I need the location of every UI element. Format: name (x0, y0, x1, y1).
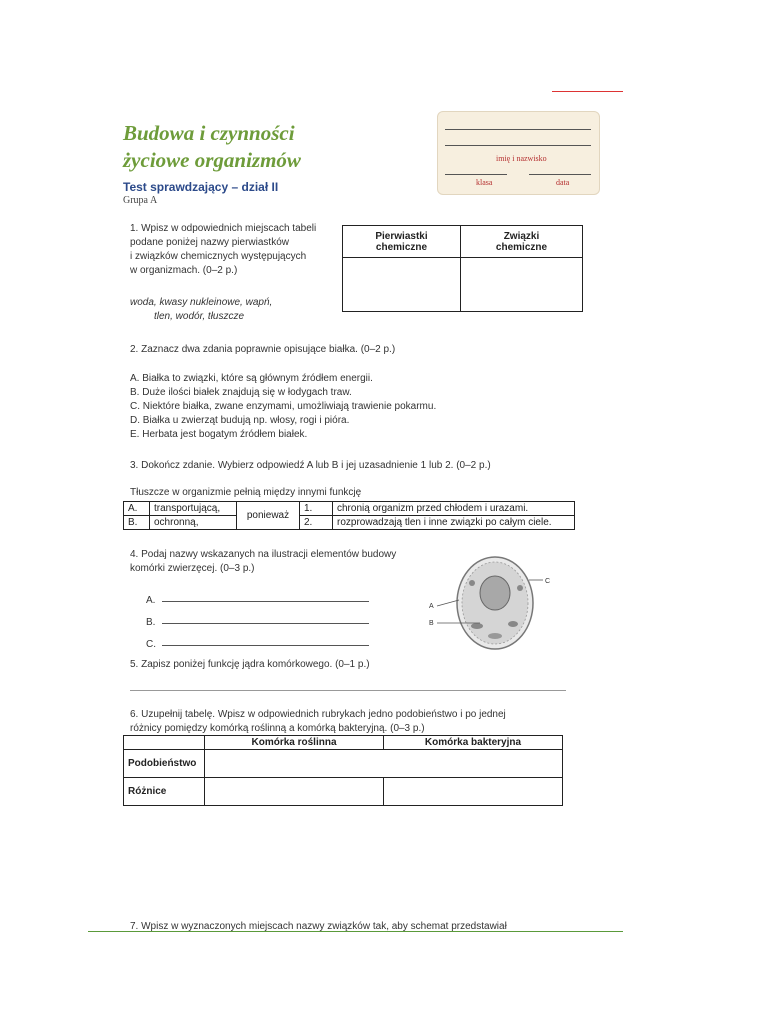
class-label: klasa (476, 178, 493, 187)
organelle (508, 621, 518, 627)
cell-comparison-table (123, 735, 563, 806)
question-2-text: 2. Zaznacz dwa zdania poprawnie opisujące białka. (0–2 p.) (130, 344, 396, 355)
elements-compounds-table (342, 225, 583, 312)
answer-label-b: B. (146, 617, 156, 628)
reason-2[interactable]: rozprowadzają tlen i inne związki po całym ciele. (333, 516, 575, 530)
option-a[interactable]: A. Białka to związki, które są głównym źródłem energii. (130, 373, 373, 384)
question-1-word-list: woda, kwasy nukleinowe, wapń, tlen, wodór, tłuszcze (130, 297, 273, 322)
answer-line-c[interactable] (162, 645, 369, 646)
question-5-text: 5. Zapisz poniżej funkcję jądra komórkowego. (0–1 p.) (130, 659, 370, 670)
class-line (445, 174, 507, 175)
option-b[interactable]: B. Duże ilości białek znajdują się w łodygach traw. (130, 387, 352, 398)
name-box-line (445, 145, 591, 146)
organelle (517, 585, 523, 591)
option-protective[interactable]: ochronną, (150, 516, 237, 530)
option-d[interactable]: D. Białka u zwierząt budują np. włosy, rogi i pióra. (130, 415, 350, 426)
organelle (469, 580, 475, 586)
option-e[interactable]: E. Herbata jest bogatym źródłem białek. (130, 429, 308, 440)
question-7-text: 7. Wpisz w wyznaczonych miejscach nazwy związków tak, aby schemat przedstawiał (130, 921, 507, 931)
group-label: Grupa A (123, 195, 158, 206)
pointer-line-a (437, 600, 459, 606)
reason-number-1: 1. (300, 502, 333, 516)
answer-line-b[interactable] (162, 623, 369, 624)
cell-nucleus (480, 576, 510, 610)
answer-cell-elements[interactable] (343, 258, 461, 312)
diagram-label-b: B (429, 620, 434, 627)
option-letter-b: B. (124, 516, 150, 530)
difference-bacterial-cell[interactable] (384, 778, 563, 806)
diagram-label-a: A (429, 603, 434, 610)
column-header-bacterial-cell: Komórka bakteryjna (384, 736, 563, 750)
question-2-options (130, 372, 436, 442)
row-header-differences: Różnice (124, 778, 205, 806)
organelle (471, 623, 483, 629)
answer-line-nucleus[interactable] (130, 690, 566, 691)
animal-cell-diagram (425, 548, 565, 658)
decorative-red-line (552, 91, 623, 92)
question-3-text: 3. Dokończ zdanie. Wybierz odpowiedź A lub B i jej uzasadnienie 1 lub 2. (0–2 p.) (130, 460, 491, 471)
student-name-box (437, 111, 600, 195)
reason-number-2: 2. (300, 516, 333, 530)
table-corner (124, 736, 205, 750)
page-title: Budowa i czynności życiowe organizmów (123, 121, 301, 172)
question-4-text: 4. Podaj nazwy wskazanych na ilustracji elementów budowy komórki zwierzęcej. (0–3 p.) (130, 549, 397, 574)
answer-label-a: A. (146, 595, 156, 606)
answer-line-a[interactable] (162, 601, 369, 602)
column-header-elements: Pierwiastki chemiczne (343, 226, 461, 258)
fat-function-table (123, 501, 575, 530)
option-transport[interactable]: transportującą, (150, 502, 237, 516)
diagram-label-c: C (545, 578, 551, 585)
date-line (529, 174, 591, 175)
question-1-text: 1. Wpisz w odpowiednich miejscach tabeli podane poniżej nazwy pierwiastków i związków chemicznych występujących w organizmach. (0–2 p.) (130, 223, 317, 276)
date-label: data (556, 178, 570, 187)
footer-divider (88, 931, 623, 932)
row-header-similarity: Podobieństwo (124, 750, 205, 778)
option-letter-a: A. (124, 502, 150, 516)
option-c[interactable]: C. Niektóre białka, zwane enzymami, umożliwiają trawienie pokarmu. (130, 401, 437, 412)
organelle (488, 633, 502, 639)
question-3-lead: Tłuszcze w organizmie pełnią między innymi funkcję (130, 487, 362, 498)
question-7-clip (130, 920, 610, 931)
answer-label-c: C. (146, 639, 156, 650)
answer-cell-compounds[interactable] (461, 258, 583, 312)
column-header-plant-cell: Komórka roślinna (205, 736, 384, 750)
reason-1[interactable]: chronią organizm przed chłodem i urazami. (333, 502, 575, 516)
test-subtitle: Test sprawdzający – dział II (123, 180, 279, 194)
question-6-text: 6. Uzupełnij tabelę. Wpisz w odpowiednich rubrykach jedno podobieństwo i po jednej różnicy pomiędzy komórką roślinną a komórką bakteryjną. (0–3 p.) (130, 709, 506, 734)
connector-label: ponieważ (237, 502, 300, 530)
difference-plant-cell[interactable] (205, 778, 384, 806)
name-label: imię i nazwisko (496, 154, 547, 163)
name-box-line (445, 129, 591, 130)
similarity-answer-cell[interactable] (205, 750, 563, 778)
column-header-compounds: Związki chemiczne (461, 226, 583, 258)
